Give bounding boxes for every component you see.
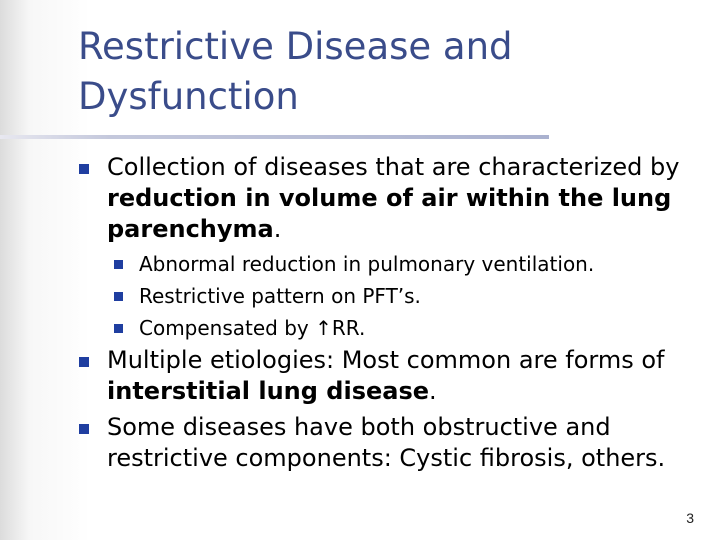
sub-bullet-3-tail: RR. bbox=[331, 316, 366, 340]
bullet-1-text: Collection of diseases that are characterized by bbox=[107, 153, 680, 181]
square-bullet-icon bbox=[114, 324, 123, 333]
sub-bullet-3 bbox=[139, 312, 699, 344]
bullet-item-3 bbox=[107, 412, 707, 474]
bullet-2-text: Multiple etiologies: Most common are forms of bbox=[107, 346, 665, 374]
square-bullet-icon bbox=[79, 164, 89, 174]
slide-title: Restrictive Disease and Dysfunction bbox=[78, 25, 513, 118]
page-number: 3 bbox=[686, 510, 694, 526]
sub-bullet-2 bbox=[139, 280, 699, 312]
up-arrow-icon: ↑ bbox=[315, 316, 332, 340]
square-bullet-icon bbox=[114, 292, 123, 301]
sub-bullet-1-text: Abnormal reduction in pulmonary ventilation. bbox=[139, 252, 595, 276]
sub-bullet-3-text: Compensated by bbox=[139, 316, 316, 340]
bullet-1-bold: reduction in volume of air within the lung parenchyma bbox=[107, 184, 672, 243]
square-bullet-icon bbox=[79, 424, 89, 434]
bullet-item-2 bbox=[107, 345, 667, 407]
title-underline bbox=[0, 135, 549, 139]
bullet-3-text: Some diseases have both obstructive and restrictive components: Cystic fibrosis, others. bbox=[107, 413, 666, 472]
bullet-1-tail: . bbox=[273, 215, 282, 243]
square-bullet-icon bbox=[114, 260, 123, 269]
bullet-2-bold: interstitial lung disease bbox=[107, 377, 430, 405]
square-bullet-icon bbox=[79, 357, 89, 367]
bullet-2-tail: . bbox=[429, 377, 437, 405]
bullet-item-1 bbox=[107, 152, 707, 245]
sub-bullet-1 bbox=[139, 248, 699, 280]
sub-bullet-2-text: Restrictive pattern on PFT’s. bbox=[139, 284, 421, 308]
